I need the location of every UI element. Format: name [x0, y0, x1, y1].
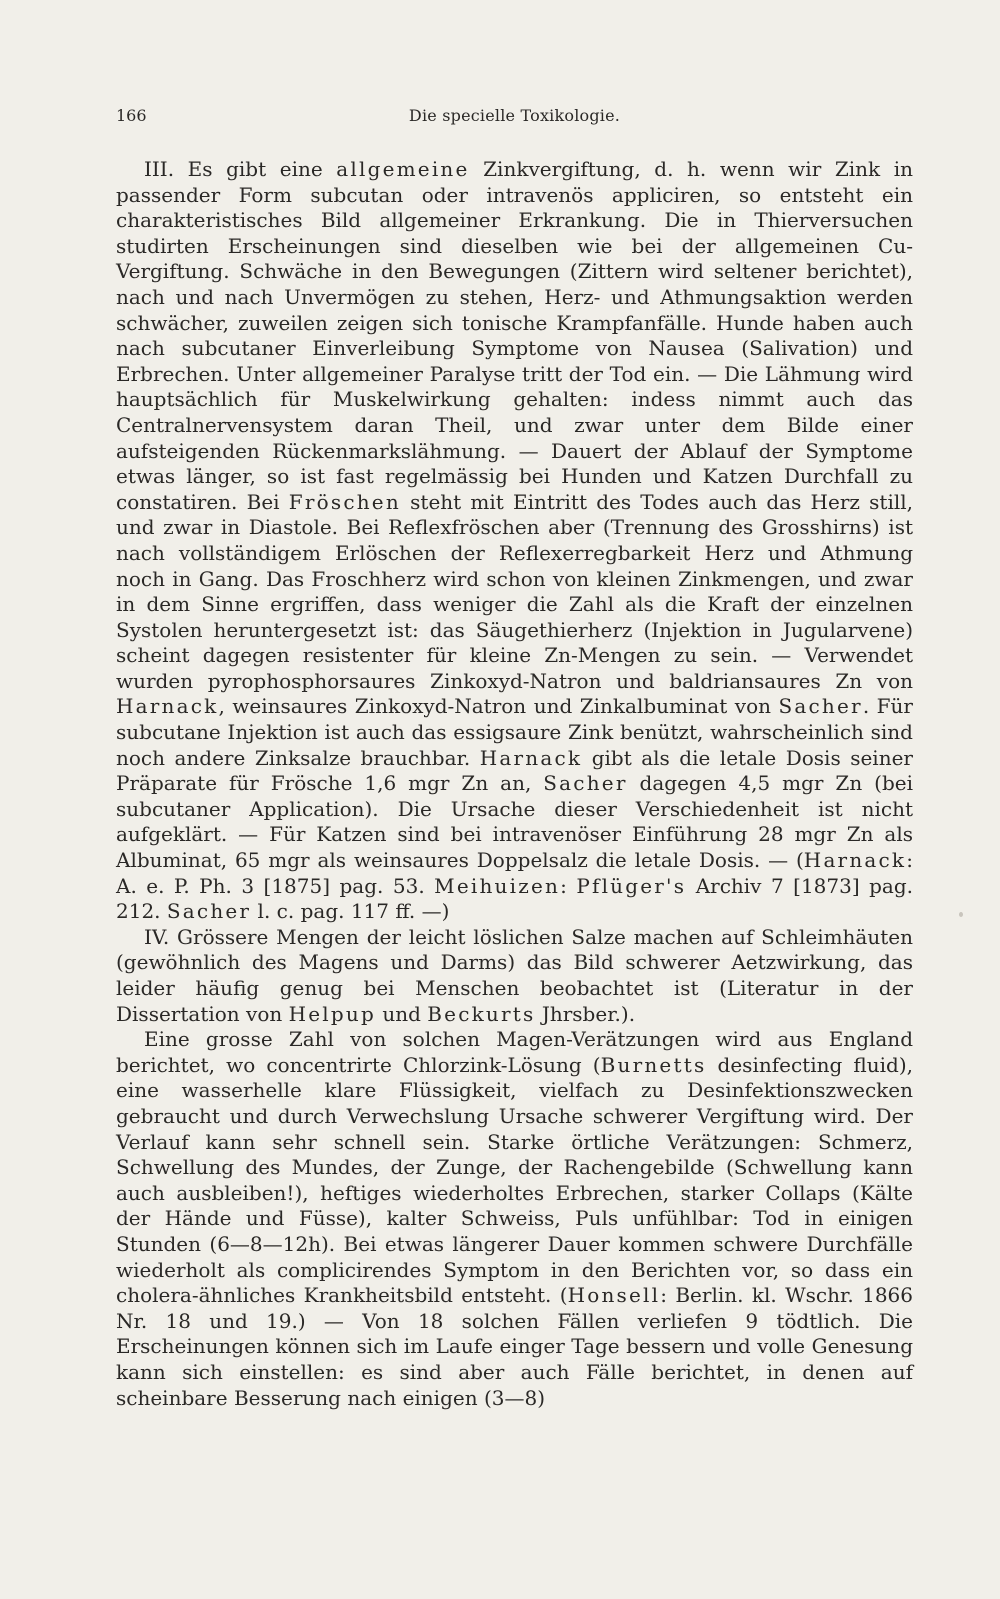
emphasized-name: Harnack — [479, 745, 583, 770]
text-run: : — [560, 873, 577, 898]
text-run: desinfecting fluid), eine wasserhelle klare Flüssigkeit, vielfach zu Desinfektionszwecken gebraucht und durch Verwechslung Ursache schwerer Vergiftung wird. Der Verlauf kann sehr schnell sein. Starke örtliche Verätzungen: Schmerz, Schwellung des Mundes, der Zunge, der Rachengebilde (Schwellung kann auch ausbleiben!), heftiges wiederholtes Erbrechen, starker Collaps (Kälte der Hände und Füsse), kalter Schweiss, Puls unfühlbar: Tod in einigen Stunden (6—8—12h). Bei etwas längerer Dauer kommen schwere Durchfälle wiederholt als complicirendes Symptom in den Berichten vor, so dass ein cholera-ähnliches Krankheitsbild entsteht. ( — [116, 1052, 913, 1308]
text-run: IV. Grössere Mengen der leicht löslichen Salze machen auf Schleimhäuten (gewöhnlich des Magens und Darms) das Bild schwerer Aetzwirkung, das leider häufig genug bei Menschen beobachtet ist (Literatur in der Dissertation von — [116, 924, 913, 1026]
text-run: III. Es gibt eine — [144, 157, 337, 181]
running-title: Die specielle Toxikologie. — [408, 106, 621, 125]
text-run: l. c. pag. 117 ff. —) — [251, 899, 450, 924]
paragraph-stomach-corrosion-cases — [116, 1027, 913, 1411]
emphasized-name: Burnetts — [600, 1052, 707, 1077]
paragraph-general-zinc-poisoning — [116, 157, 913, 925]
emphasized-name: Beckurts — [427, 1001, 536, 1026]
emphasized-name: Sacher — [543, 771, 628, 796]
text-run: . Für subcutane Injektion ist auch das essigsaure Zink benützt, wahrscheinlich sind noch andere Zinksalze brauchbar. — [116, 694, 913, 770]
text-run: : Berlin. kl. Wschr. 1866 Nr. 18 und 19.) — Von 18 solchen Fällen verliefen 9 tödtlich. Die Erscheinungen können sich im Laufe einger Tage bessern und volle Genesung kann sich einstellen: es sind aber auch Fälle berichtet, in denen auf scheinbare Besserung nach einigen (3—8) — [116, 1283, 913, 1410]
text-run: Jhrsber.). — [535, 1001, 636, 1026]
text-run: : A. e. P. Ph. 3 [1875] pag. 53. — [116, 848, 913, 898]
emphasized-name: Honsell — [567, 1283, 661, 1308]
emphasized-name: Harnack — [803, 848, 907, 873]
text-run: Zinkvergiftung, d. h. wenn wir Zink in passender Form subcutan oder intravenös appliciren, so entsteht ein charakteristisches Bild allgemeiner Erkrankung. Die in Thierversuchen studirten Erscheinungen sind dieselben wie bei der allgemeinen Cu-Vergiftung. Schwäche in den Bewegungen (Zittern wird seltener berichtet), nach und nach Unvermögen zu stehen, Herz- und Athmungsaktion werden schwächer, zuweilen zeigen sich tonische Krampfanfälle. Hunde haben auch nach subcutaner Einverleibung Symptome von Nausea (Salivation) und Erbrechen. Unter allgemeiner Paralyse tritt der Tod ein. — Die Lähmung wird hauptsächlich für Muskelwirkung gehalten: indess nimmt auch das Centralnervensystem daran Theil, und zwar unter dem Bilde einer aufsteigenden Rückenmarkslähmung. — Dauert der Ablauf der Symptome etwas länger, so ist fast regelmässig bei Hunden und Katzen Durchfall zu constatiren. Bei — [116, 157, 914, 514]
text-run: gibt als die letale Dosis seiner Präparate für Frösche 1,6 mgr Zn an, — [116, 745, 913, 796]
page-number: 166 — [116, 106, 147, 125]
body-text — [116, 157, 913, 1411]
emphasized-name: allgemeine — [336, 157, 470, 181]
emphasized-name: Fröschen — [288, 489, 401, 514]
running-head — [116, 104, 913, 128]
emphasized-name: Helpup — [288, 1001, 376, 1026]
text-run: , weinsaures Zinkoxyd-Natron und Zinkalbuminat von — [218, 694, 779, 719]
text-run: steht mit Eintritt des Todes auch das Herz still, und zwar in Diastole. Bei Reflexfröschen aber (Trennung des Grosshirns) ist nach vollständigem Erlöschen der Reflexerregbarkeit Herz und Athmung noch in Gang. Das Froschherz wird schon von kleinen Zinkmengen, und zwar in dem Sinne ergriffen, dass weniger die Zahl als die Kraft der einzelnen Systolen heruntergesetzt ist: das Säugethierherz (Injektion in Jugularvene) scheint dagegen resistenter für kleine Zn-Mengen zu sein. — Verwendet wurden pyrophosphorsaures Zinkoxyd-Natron und baldriansaures Zn von — [116, 489, 913, 693]
emphasized-name: Harnack — [116, 694, 219, 719]
emphasized-name: Sacher — [166, 899, 252, 924]
text-run: Eine grosse Zahl von solchen Magen-Verätzungen wird aus England berichtet, wo concentrirte Chlorzink-Lösung ( — [116, 1027, 913, 1077]
paper-speck — [959, 912, 963, 917]
text-run: dagegen 4,5 mgr Zn (bei subcutaner Application). Die Ursache dieser Verschiedenheit ist nicht aufgeklärt. — Für Katzen sind bei intravenöser Einführung 28 mgr Zn als Albuminat, 65 mgr als weinsaures Doppelsalz die letale Dosis. — ( — [116, 771, 913, 873]
text-run: Archiv 7 [1873] pag. 212. — [116, 873, 914, 924]
emphasized-name: Sacher — [778, 694, 863, 719]
text-run: und — [375, 1001, 428, 1026]
paragraph-mucosal-corrosion — [116, 925, 913, 1027]
emphasized-name: Pflüger's — [576, 873, 687, 898]
emphasized-name: Meihuizen — [434, 873, 561, 898]
